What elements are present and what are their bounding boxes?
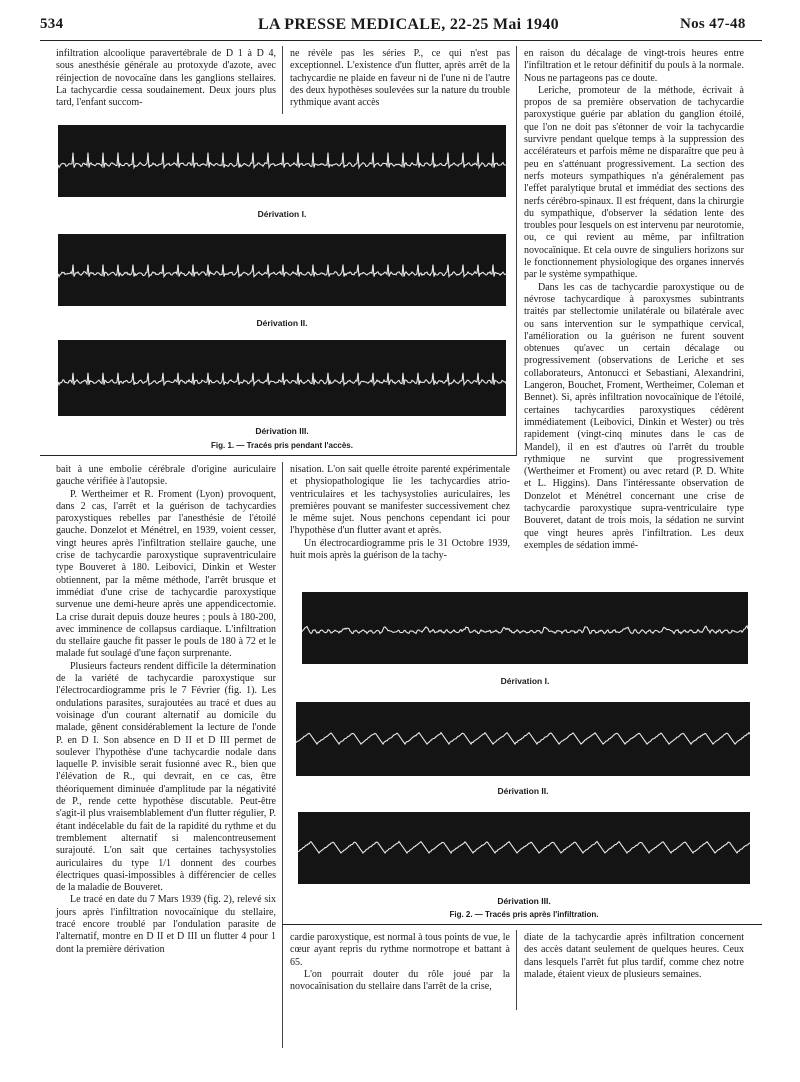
ecg-trace xyxy=(296,702,750,776)
paragraph: Leriche, promoteur de la méthode, écrivait à propos de sa première observation de tachycardie paroxystique guérie par ablation du ganglion étoilé, que l'on ne doit pas s'étonner de voir la tachycardie survivre pendant quelque temps à la suppression des accélérateurs et parfois même ne disparaître que peu à peu en s'atténuant progressivement. La section des nerfs moteurs sympathiques n'a généralement pas l'effet paralytique brutal et immédiat des sections des nerfs cérébro-spinaux. Il est fréquent, dans la chirurgie du sympathique, d'observer la sédation lente des troubles pour lesquels on est intervenu par neurotomie, ou, ce qui revient au même, par infiltration novocaïnique. Et cela ouvre de singuliers horizons sur le fonctionnement physiologique des organes innervés par le système sympathique. xyxy=(524,84,744,281)
fig1-ecg-strip-1 xyxy=(58,125,506,197)
bottom-mid-col xyxy=(290,932,510,993)
fig2-caption: Fig. 2. — Tracés pris après l'infiltration. xyxy=(449,910,599,919)
fig2-label-1: Dérivation I. xyxy=(500,676,550,686)
header-rule xyxy=(40,40,762,41)
paragraph: Dans les cas de tachycardie paroxystique ou de névrose tachycardique à paroxysmes subintrants traités par stellectomie unilatérale ou bilatérale avec ou sans intervention sur le sympathique cervical, l'amélioration ou la guérison ne furent souvent obtenues qu'avec un certain décalage ou progressivement (observations de Leriche et ses collaborateurs, Antonucci et Sebastiani, Alexandrini, Langeron, Bouchet, Froment, Wertheimer, Coleman et Bennet). Si, après infiltration novocaïnique de l'étoilé, certaines tachycardies paroxystiques cédèrent immédiatement (Leibovici, Dinkin et Wester) ou très rapidement (vingt-cinq minutes dans le cas de Mandel), il en est d'autres où l'arrêt du trouble rythmique ne survint que progressivement (Wertheimer et Froment) ou avec retard (P. D. White et L. Higgins). Dans l'intéressante observation de Donzelot et Ménétrel concernant une crise de tachycardie paroxystique supra-ventriculaire type Bouveret, datant de trois mois, la sédation ne survint que vingt heures après l'infiltration. Les deux exemples de sédation immé- xyxy=(524,281,744,551)
fig2-rule xyxy=(282,924,762,925)
fig1-label-2: Dérivation II. xyxy=(256,318,308,328)
journal-name: LA PRESSE MEDICALE, xyxy=(258,16,446,33)
fig2-ecg-strip-2 xyxy=(296,702,750,776)
fig2-label-2: Dérivation II. xyxy=(497,786,549,796)
paragraph: Le tracé en date du 7 Mars 1939 (fig. 2), relevé six jours après l'infiltration novocaïnique du stellaire, tracé encore troublé par l'ondulation parasite de l'alternatif, montre en D II et D III un flutter 4 pour 1 dont la première dérivation xyxy=(56,894,276,955)
fig2-ecg-strip-3 xyxy=(298,812,750,884)
ecg-trace xyxy=(58,340,506,416)
column-divider xyxy=(516,46,517,456)
top-text-col2 xyxy=(290,48,510,109)
fig1-ecg-strip-2 xyxy=(58,234,506,306)
paragraph: infiltration alcoolique paravertébrale de D 1 à D 4, sous anesthésie générale au protoxyde d'azote, avec réinjection de novocaïne dans les ganglions stellaires. La tachycardie cessa soudainement. Deux jours plus tard, l'enfant succom- xyxy=(56,48,276,109)
fig1-ecg-strip-3 xyxy=(58,340,506,416)
paragraph: cardie paroxystique, est normal à tous points de vue, le cœur ayant repris du rythme normotrope et battant à 65. xyxy=(290,932,510,968)
ecg-trace xyxy=(298,812,750,884)
journal-title xyxy=(258,16,559,34)
right-col-top xyxy=(524,48,744,552)
paragraph: ne révèle pas les séries P., ce qui n'est pas exceptionnel. L'existence d'un flutter, après arrêt de la tachycardie ne plaide en faveur ni de l'une ni de l'autre des deux hypothèses soulevées sur la nature du trouble rythmique avant accès xyxy=(290,48,510,109)
fig2-ecg-strip-1 xyxy=(302,592,748,664)
left-col-mid xyxy=(56,464,276,956)
ecg-trace xyxy=(58,125,506,197)
paragraph: diate de la tachycardie après infiltration concernent des accès datant seulement de quelques heures. Ceux dans lesquels l'arrêt fut plus tardif, comme chez notre malade, étaient vieux de plusieurs semaines. xyxy=(524,932,744,980)
paragraph: nisation. L'on sait quelle étroite parenté expérimentale et physiopathologique lie les tachycardies atrio-ventriculaires et les tachysystolies auriculaires, les premières pouvant se manifester successivement chez le même sujet. Nous penchons cependant ici pour l'hypothèse d'un flutter avant et après. xyxy=(290,464,510,537)
fig1-label-3: Dérivation III. xyxy=(255,426,309,436)
column-divider xyxy=(282,46,283,114)
issue-date: 22-25 Mai 1940 xyxy=(449,16,559,33)
bottom-right-col xyxy=(524,932,744,981)
top-text-col1 xyxy=(56,48,276,109)
mid-col-mid xyxy=(290,464,510,562)
fig1-rule xyxy=(40,455,516,456)
fig1-caption: Fig. 1. — Tracés pris pendant l'accès. xyxy=(211,441,353,450)
fig2-label-3: Dérivation III. xyxy=(497,896,551,906)
issue-number: Nos 47-48 xyxy=(680,16,746,32)
column-divider xyxy=(282,462,283,1048)
ecg-trace xyxy=(58,234,506,306)
paragraph: P. Wertheimer et R. Froment (Lyon) provoquent, dans 2 cas, l'arrêt et la guérison de tachycardies paroxystiques rebelles par l'anesthésie de l'étoilé gauche. Donzelot et Ménétrel, en 1939, voient cesser, vingt heures après l'infiltration stellaire gauche, une crise de tachycardie paroxystique supraventriculaire type Bouveret à 180. Leibovici, Dinkin et Wester obtiennent, par la même méthode, l'arrêt brusque et immédiat d'une crise de tachycardie paroxystique survenue une demi-heure après une appendicectomie. La crise durait depuis douze heures ; pouls à 180-200, avec imminence de collapsus cardiaque. L'infiltration du stellaire gauche fit passer le pouls de 180 à 72 et le malade fut soulagé d'une façon surprenante. xyxy=(56,488,276,660)
paragraph: L'on pourrait douter du rôle joué par la novocaïnisation du stellaire dans l'arrêt de la crise, xyxy=(290,968,510,993)
paragraph: Un électrocardiogramme pris le 31 Octobre 1939, huit mois après la guérison de la tachy- xyxy=(290,537,510,562)
ecg-trace xyxy=(302,592,748,664)
paragraph: Plusieurs facteurs rendent difficile la détermination de la variété de tachycardie paroxystique sur l'électrocardiogramme pris le 7 Février (fig. 1). Les ondulations parasites, surajoutées au tracé et dues au voisinage d'un courant alternatif au domicile du malade, gênent considérablement la lecture de l'onde P. en D I. Son absence en D II et D III permet de soulever l'hypothèse d'une tachycardie nodale dans laquelle P. invisible serait fusionné avec R., bien que l'élévation de R., qui devrait, en ce cas, être théoriquement diminuée d'amplitude par la négativité de P., rende cette hypothèse discutable. Peut-être s'agit-il plus vraisemblablement d'un flutter régulier, P. étant indécelable du fait de la rapidité du rythme et du tremblement alternatif si malencontreusement surajouté. L'on sait que certaines tachysystolies auriculaires du type 1/1 donnent des courbes électriques quasi-impossibles à différencier de celles de la maladie de Bouveret. xyxy=(56,660,276,894)
page-number: 534 xyxy=(40,16,64,32)
fig1-label-1: Dérivation I. xyxy=(257,209,307,219)
paragraph: en raison du décalage de vingt-trois heures entre l'infiltration et le retour définitif du pouls à la normale. Nous ne partageons pas ce doute. xyxy=(524,48,744,84)
paragraph: bait à une embolie cérébrale d'origine auriculaire gauche vérifiée à l'autopsie. xyxy=(56,464,276,488)
column-divider xyxy=(516,930,517,1010)
